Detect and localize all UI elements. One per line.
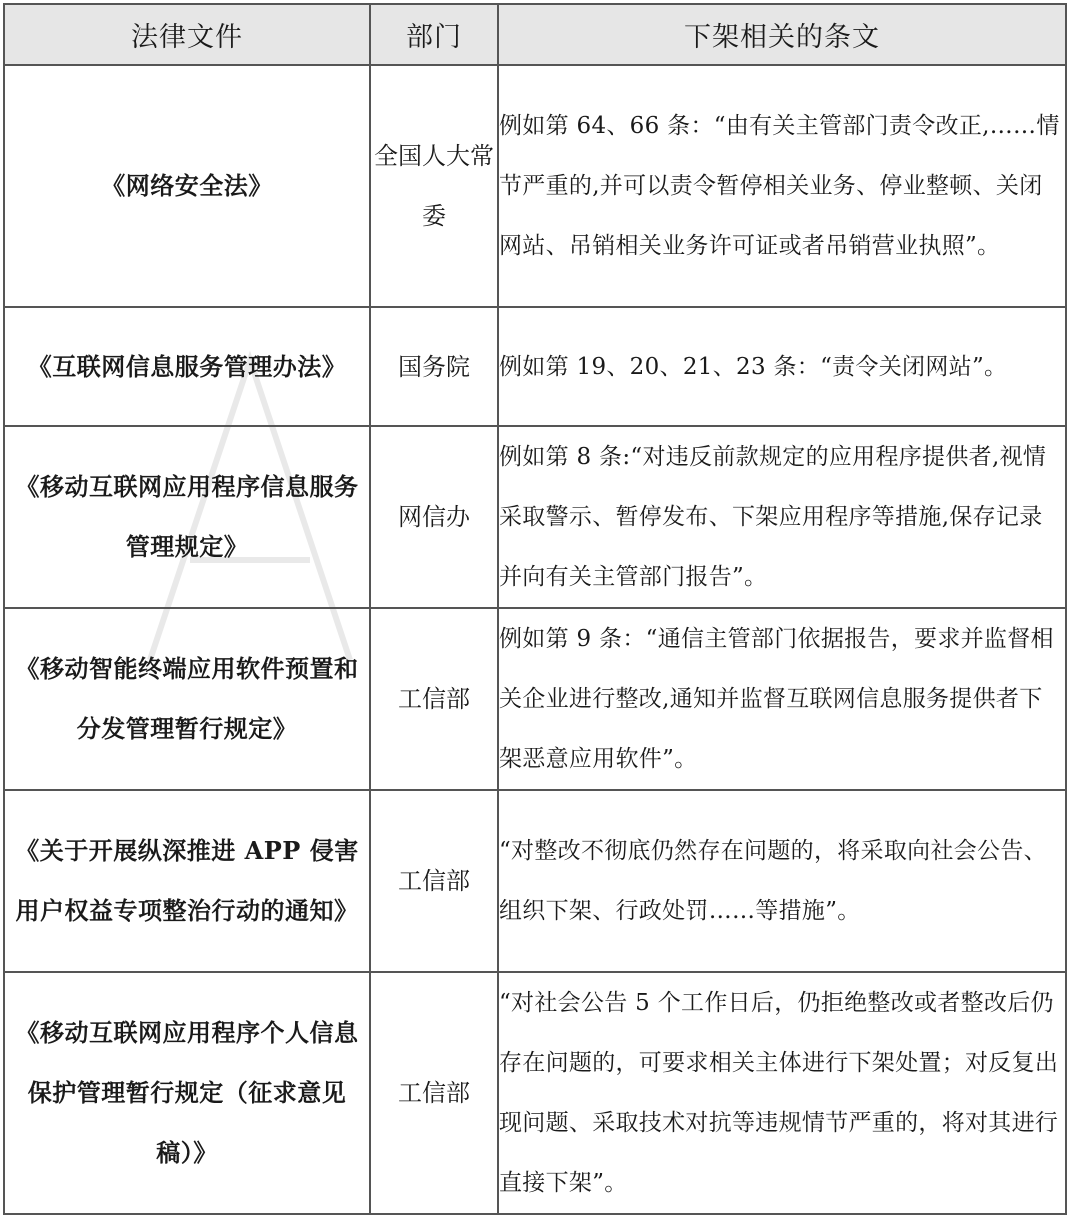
clause-text: “对整改不彻底仍然存在问题的，将采取向社会公告、组织下架、行政处罚……等措施”。 [498, 790, 1066, 972]
table-header-row [4, 4, 1066, 65]
table-row [4, 307, 1066, 426]
table-row [4, 426, 1066, 608]
table-row [4, 65, 1066, 307]
clause-text: 例如第 8 条:“对违反前款规定的应用程序提供者,视情采取警示、暂停发布、下架应用程序等措施,保存记录并向有关主管部门报告”。 [498, 426, 1066, 608]
law-name: 《移动互联网应用程序个人信息保护管理暂行规定（征求意见稿）》 [4, 972, 370, 1214]
table-row [4, 972, 1066, 1214]
department: 全国人大常委 [370, 65, 498, 307]
law-name: 《互联网信息服务管理办法》 [4, 307, 370, 426]
header-department: 部门 [370, 4, 498, 65]
department: 工信部 [370, 608, 498, 790]
law-name: 《关于开展纵深推进 APP 侵害用户权益专项整治行动的通知》 [4, 790, 370, 972]
law-name: 《移动互联网应用程序信息服务管理规定》 [4, 426, 370, 608]
clause-text: 例如第 9 条：“通信主管部门依据报告，要求并监督相关企业进行整改,通知并监督互联网信息服务提供者下架恶意应用软件”。 [498, 608, 1066, 790]
law-name: 《网络安全法》 [4, 65, 370, 307]
clause-text: “对社会公告 5 个工作日后，仍拒绝整改或者整改后仍存在问题的，可要求相关主体进行下架处置；对反复出现问题、采取技术对抗等违规情节严重的，将对其进行直接下架”。 [498, 972, 1066, 1214]
law-name: 《移动智能终端应用软件预置和分发管理暂行规定》 [4, 608, 370, 790]
header-takedown-clause: 下架相关的条文 [498, 4, 1066, 65]
law-table [3, 3, 1067, 1215]
department: 工信部 [370, 972, 498, 1214]
header-law-document: 法律文件 [4, 4, 370, 65]
clause-text: 例如第 19、20、21、23 条：“责令关闭网站”。 [498, 307, 1066, 426]
department: 网信办 [370, 426, 498, 608]
table-row [4, 608, 1066, 790]
clause-text: 例如第 64、66 条：“由有关主管部门责令改正,……情节严重的,并可以责令暂停相关业务、停业整顿、关闭网站、吊销相关业务许可证或者吊销营业执照”。 [498, 65, 1066, 307]
department: 国务院 [370, 307, 498, 426]
department: 工信部 [370, 790, 498, 972]
table-row [4, 790, 1066, 972]
